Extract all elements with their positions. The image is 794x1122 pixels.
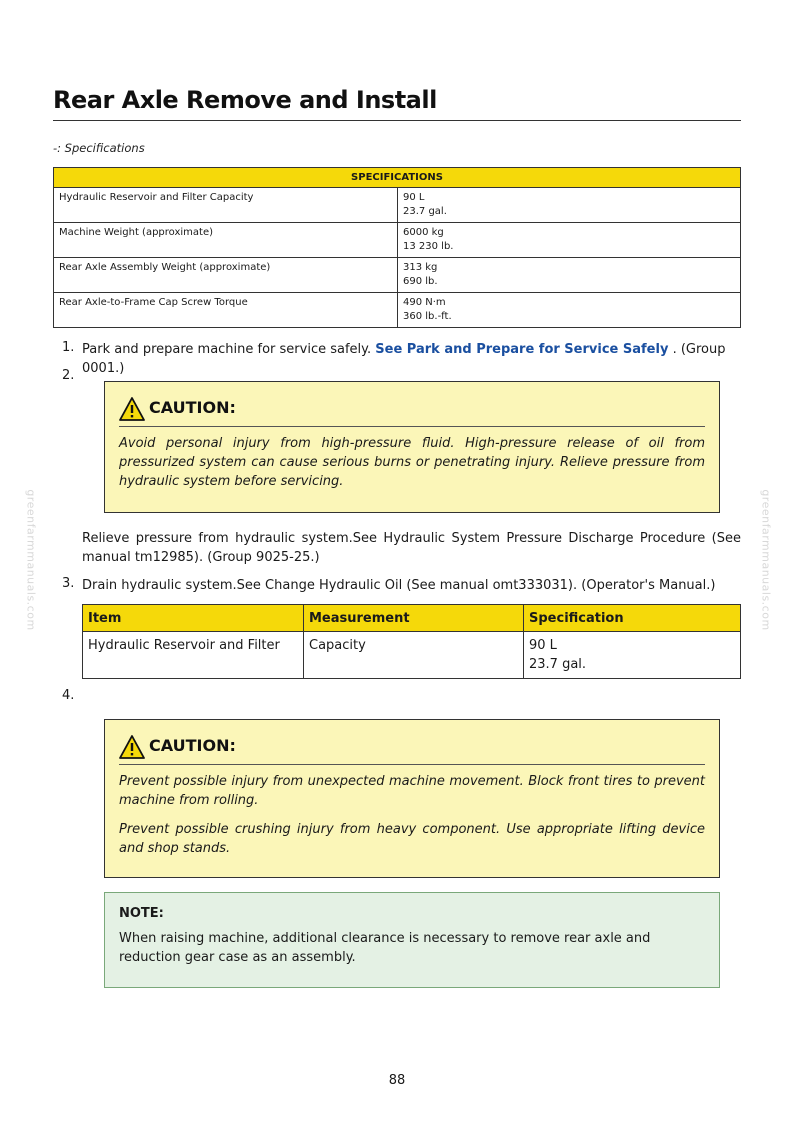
item-cell: Hydraulic Reservoir and Filter xyxy=(83,632,304,679)
spec-label: Rear Axle-to-Frame Cap Screw Torque xyxy=(54,293,398,328)
spec-label: Hydraulic Reservoir and Filter Capacity xyxy=(54,188,398,223)
table-row xyxy=(54,188,741,223)
measurement-table xyxy=(82,604,741,679)
spec-value-metric: 490 N·m xyxy=(403,297,446,308)
caution-box xyxy=(104,381,720,513)
step-number: 4. xyxy=(62,688,75,703)
spec-value-imperial: 690 lb. xyxy=(403,276,438,287)
warning-icon xyxy=(119,397,145,421)
step-number: 3. xyxy=(62,576,75,591)
caution-label: CAUTION: xyxy=(149,736,236,755)
spec-value xyxy=(398,258,741,293)
spec-label: Machine Weight (approximate) xyxy=(54,223,398,258)
caution-label: CAUTION: xyxy=(149,398,236,417)
caution-box xyxy=(104,719,720,878)
spec-metric: 90 L xyxy=(529,638,557,653)
note-label: NOTE: xyxy=(119,906,164,921)
note-box xyxy=(104,892,720,988)
spec-value xyxy=(398,188,741,223)
step-number: 1. xyxy=(62,340,75,355)
caution-header xyxy=(119,732,705,765)
spec-value-imperial: 23.7 gal. xyxy=(403,206,447,217)
specifications-table xyxy=(53,167,741,328)
step-3-text: Drain hydraulic system.See Change Hydraulic Oil (See manual omt333031). (Operator's Manual.) xyxy=(82,578,716,593)
caution-text: Prevent possible crushing injury from heavy component. Use appropriate lifting device and shop stands. xyxy=(119,822,705,856)
page-title: Rear Axle Remove and Install xyxy=(53,86,741,121)
step-1-text: Park and prepare machine for service safely. xyxy=(82,342,372,357)
spec-value-metric: 313 kg xyxy=(403,262,438,273)
step-2-line-1: Relieve pressure from hydraulic system.See Hydraulic System Pressure Discharge Procedure (See xyxy=(82,531,741,546)
spec-label: Rear Axle Assembly Weight (approximate) xyxy=(54,258,398,293)
spec-value-metric: 6000 kg xyxy=(403,227,444,238)
step-1 xyxy=(82,340,742,378)
step-number: 2. xyxy=(62,368,75,383)
spec-value-imperial: 360 lb.-ft. xyxy=(403,311,452,322)
spec-value-imperial: 13 230 lb. xyxy=(403,241,454,252)
column-header-specification: Specification xyxy=(524,605,741,632)
specifications-header: SPECIFICATIONS xyxy=(54,168,741,188)
column-header-item: Item xyxy=(83,605,304,632)
step-2-line-2: manual tm12985). (Group 9025-25.) xyxy=(82,550,320,565)
watermark-left: greenfarmmanuals.com xyxy=(24,489,38,631)
caution-header xyxy=(119,394,705,427)
column-header-measurement: Measurement xyxy=(304,605,524,632)
step-1-tail: . (Group 0001.) xyxy=(82,342,726,376)
spec-imperial: 23.7 gal. xyxy=(529,657,587,672)
table-row xyxy=(83,632,741,679)
warning-icon xyxy=(119,735,145,759)
watermark-right: greenfarmmanuals.com xyxy=(759,489,773,631)
spec-value xyxy=(398,293,741,328)
page-number: 88 xyxy=(388,1073,406,1088)
spec-value xyxy=(398,223,741,258)
caution-text: Avoid personal injury from high-pressure fluid. High-pressure release of oil from pressurized system can cause serious burns or penetrating injury. Relieve pressure from hydraulic system before servicing. xyxy=(119,436,705,489)
table-row xyxy=(54,258,741,293)
table-row xyxy=(54,223,741,258)
section-subtitle: -: Specifications xyxy=(53,141,145,155)
specification-cell xyxy=(524,632,741,679)
note-text: When raising machine, additional clearance is necessary to remove rear axle and reduction gear case as an assembly. xyxy=(119,931,651,965)
caution-text: Prevent possible injury from unexpected machine movement. Block front tires to prevent machine from rolling. xyxy=(119,774,705,808)
measurement-cell: Capacity xyxy=(304,632,524,679)
spec-value-metric: 90 L xyxy=(403,192,425,203)
park-prepare-link[interactable]: See Park and Prepare for Service Safely xyxy=(375,342,669,357)
table-row xyxy=(54,293,741,328)
